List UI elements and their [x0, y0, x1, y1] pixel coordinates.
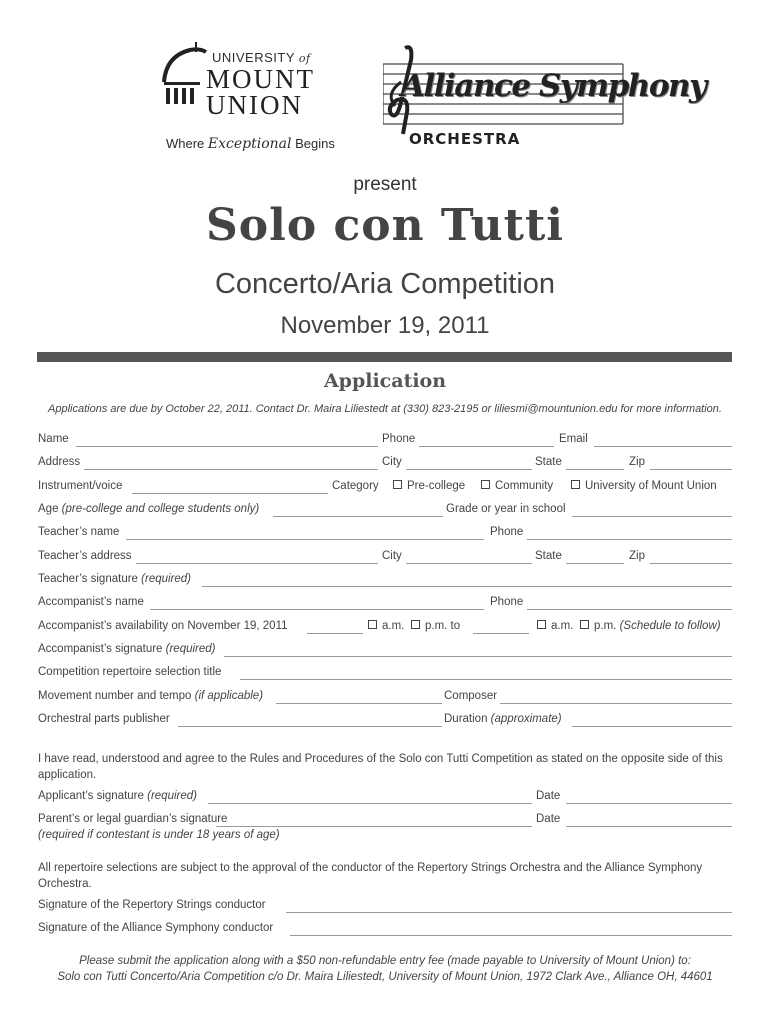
agreement-text: I have read, understood and agree to the Rules and Procedures of the Solo con Tutti Competition as stated on the opposite side of this application. [38, 753, 723, 781]
event-date: November 19, 2011 [280, 312, 490, 339]
category-label: Category [332, 480, 379, 492]
teacher-city-field[interactable] [406, 563, 532, 564]
parts-publisher-label: Orchestral parts publisher [38, 713, 170, 725]
zip-field[interactable] [650, 469, 732, 470]
teacher-name-label: Teacher’s name [38, 526, 120, 538]
category-precollege-option[interactable]: Pre-college [393, 480, 465, 492]
instrument-label: Instrument/voice [38, 480, 123, 492]
availability-start-field[interactable] [307, 633, 363, 634]
city-field[interactable] [406, 469, 532, 470]
parent-note: (required if contestant is under 18 years of age) [38, 829, 280, 841]
repertoire-label: Competition repertoire selection title [38, 666, 222, 678]
application-heading: Application [323, 370, 447, 392]
header-divider [37, 352, 732, 362]
applicant-date-field[interactable] [566, 803, 732, 804]
teacher-city-label: City [382, 550, 402, 562]
phone-label: Phone [382, 433, 416, 445]
logo-mount-text: MOUNT [206, 64, 315, 94]
state-label: State [535, 456, 562, 468]
parent-signature-field[interactable] [216, 826, 532, 827]
accompanist-name-field[interactable] [150, 609, 484, 610]
page-subtitle: Concerto/Aria Competition [214, 268, 556, 300]
footer-line-2: Solo con Tutti Concerto/Aria Competition c/o Dr. Maira Liliestedt, University of Mount Union, 1972 Clark Ave., Alliance OH, 44601 [57, 971, 713, 983]
teacher-address-label: Teacher’s address [38, 550, 132, 562]
movement-field[interactable] [276, 703, 442, 704]
mount-union-emblem-icon [160, 42, 208, 106]
checkbox-icon[interactable] [537, 620, 546, 629]
parent-date-label: Date [536, 813, 561, 825]
accompanist-availability-label: Accompanist’s availability on November 19, 2011 [38, 620, 288, 632]
due-note: Applications are due by October 22, 2011. Contact Dr. Maira Liliestedt at (330) 823-2195 or liliesmi@mountunion.edu for more information. [48, 403, 722, 415]
footer-line-1: Please submit the application along with a $50 non-refundable entry fee (made payable to University of Mount Union) to: [79, 955, 691, 967]
age-label: Age (pre-college and college students only) [38, 503, 260, 515]
applicant-signature-field[interactable] [208, 803, 532, 804]
name-label: Name [38, 433, 69, 445]
applicant-date-label: Date [536, 790, 561, 802]
age-field[interactable] [273, 516, 443, 517]
alliance-symphony-name: Alliance Symphony [401, 68, 706, 104]
checkbox-icon[interactable] [368, 620, 377, 629]
address-label: Address [38, 456, 81, 468]
logo-university-text: UNIVERSITY of [212, 50, 311, 65]
availability-am-option[interactable]: a.m. [368, 620, 404, 632]
teacher-name-field[interactable] [126, 539, 484, 540]
logo-tagline: Where Exceptional Begins [166, 136, 335, 152]
checkbox-icon[interactable] [411, 620, 420, 629]
composer-label: Composer [444, 690, 498, 702]
accompanist-phone-field[interactable] [527, 609, 732, 610]
teacher-zip-field[interactable] [650, 563, 732, 564]
alliance-conductor-signature-field[interactable] [290, 935, 732, 936]
logo-union-text: UNION [206, 90, 303, 120]
checkbox-icon[interactable] [580, 620, 589, 629]
duration-label: Duration (approximate) [444, 713, 562, 725]
grade-label: Grade or year in school [446, 503, 566, 515]
phone-field[interactable] [419, 446, 554, 447]
alliance-symphony-logo [383, 42, 706, 157]
movement-label: Movement number and tempo (if applicable) [38, 690, 264, 702]
zip-label: Zip [629, 456, 645, 468]
grade-field[interactable] [572, 516, 732, 517]
category-community-option[interactable]: Community [481, 480, 553, 492]
applicant-signature-label: Applicant’s signature (required) [38, 790, 197, 802]
teacher-address-field[interactable] [136, 563, 378, 564]
instrument-field[interactable] [132, 493, 328, 494]
category-umu-option[interactable]: University of Mount Union [571, 480, 717, 492]
composer-field[interactable] [500, 703, 732, 704]
teacher-phone-label: Phone [490, 526, 524, 538]
accompanist-signature-label: Accompanist’s signature (required) [38, 643, 216, 655]
duration-field[interactable] [572, 726, 732, 727]
accompanist-phone-label: Phone [490, 596, 524, 608]
city-label: City [382, 456, 402, 468]
alliance-orchestra-text: ORCHESTRA [409, 130, 521, 148]
approval-text: All repertoire selections are subject to the approval of the conductor of the Repertory Strings Orchestra and the Alliance Symphony Orchestra. [38, 862, 703, 890]
mount-union-logo [158, 38, 348, 158]
availability-pm-option[interactable]: p.m. to [411, 620, 460, 632]
email-field[interactable] [594, 446, 732, 447]
parent-signature-label: Parent’s or legal guardian’s signature [38, 813, 228, 825]
checkbox-icon[interactable] [393, 480, 402, 489]
parts-publisher-field[interactable] [178, 726, 442, 727]
page-title: Solo con Tutti [205, 200, 564, 251]
address-field[interactable] [84, 469, 378, 470]
checkbox-icon[interactable] [571, 480, 580, 489]
availability-pm2-option[interactable]: p.m. (Schedule to follow) [580, 620, 721, 632]
accompanist-signature-field[interactable] [224, 656, 732, 657]
teacher-phone-field[interactable] [527, 539, 732, 540]
teacher-signature-field[interactable] [202, 586, 732, 587]
availability-am2-option[interactable]: a.m. [537, 620, 573, 632]
state-field[interactable] [566, 469, 624, 470]
checkbox-icon[interactable] [481, 480, 490, 489]
parent-date-field[interactable] [566, 826, 732, 827]
availability-end-field[interactable] [473, 633, 529, 634]
accompanist-name-label: Accompanist’s name [38, 596, 144, 608]
alliance-conductor-signature-label: Signature of the Alliance Symphony conductor [38, 922, 274, 934]
repertory-conductor-signature-field[interactable] [286, 912, 732, 913]
teacher-zip-label: Zip [629, 550, 645, 562]
name-field[interactable] [76, 446, 378, 447]
email-label: Email [559, 433, 588, 445]
teacher-state-field[interactable] [566, 563, 624, 564]
repertory-conductor-signature-label: Signature of the Repertory Strings conductor [38, 899, 266, 911]
teacher-signature-label: Teacher’s signature (required) [38, 573, 192, 585]
repertoire-field[interactable] [240, 679, 732, 680]
teacher-state-label: State [535, 550, 562, 562]
present-text: present [353, 174, 417, 195]
